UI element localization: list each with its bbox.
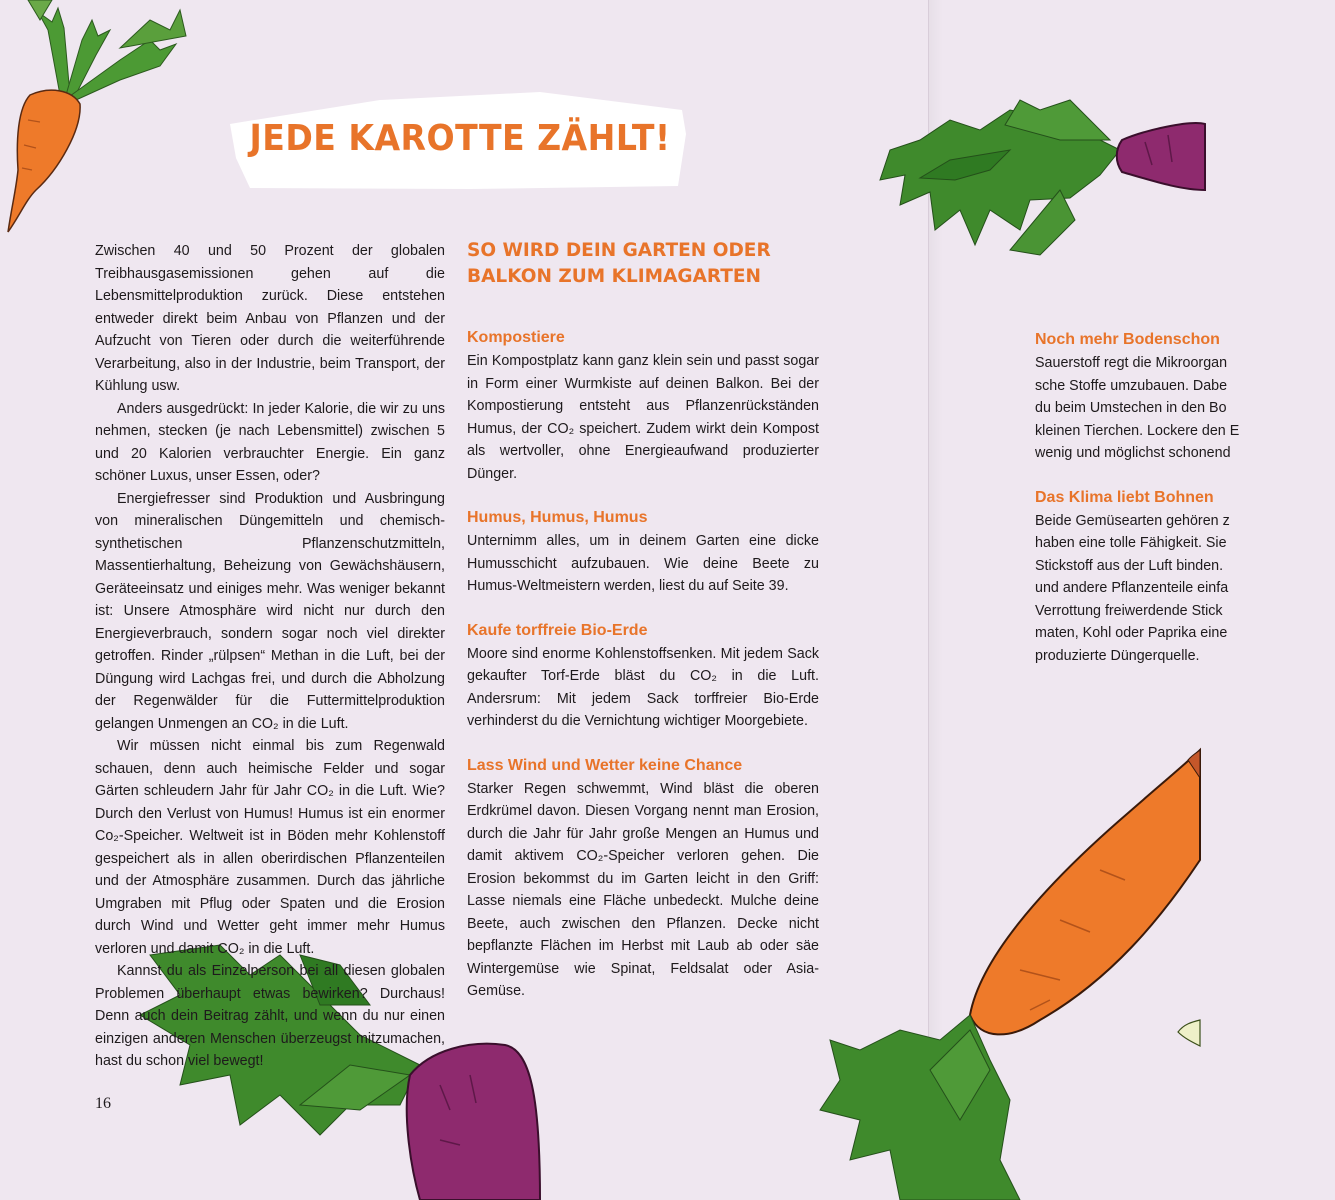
section-heading: SO WIRD DEIN GARTEN ODER BALKON ZUM KLIMAGARTEN [467, 240, 771, 287]
text-line: Sauerstoff regt die Mikroorgan [1035, 355, 1228, 371]
middle-column [467, 238, 819, 1024]
left-column [95, 240, 445, 1073]
carrot-body [8, 90, 80, 232]
text-line: Verrottung freiwerdende Stick [1035, 602, 1223, 619]
text-line: kleinen Tierchen. Lockere den E [1035, 422, 1240, 439]
paragraph: Energiefresser sind Produktion und Ausbringung von mineralischen Düngemitteln und chemisch-synthetischen Pflanzenschutzmitteln, Massentierhaltung, Beheizung von Gewächshäusern, Geräteeinsatz und einiges mehr. Was weniger bekannt ist: Unsere Atmosphäre wird nicht nur durch den Energieverbrauch, sondern sogar noch viel direkter getroffen. Rinder „rülpsen“ Methan in die Luft, bei der Düngung wird Lachgas frei, und durch die Abholzung der Regenwälder für die Futtermittelproduktion gelangen Unmengen an CO₂ in die Luft. [95, 490, 445, 732]
tip-title: Noch mehr Bodenschon [1035, 331, 1220, 348]
tip-text: Unternimm alles, um in deinem Garten eine dicke Humusschicht aufzubauen. Wie deine Beete zu Humus-Weltmeistern werden, liest du auf Seite 39. [467, 533, 819, 594]
tip-section-humus [467, 506, 819, 598]
tip-section-bohnen [1035, 486, 1335, 668]
leaf-right-edge-illustration [1178, 1020, 1200, 1050]
paragraph: Wir müssen nicht einmal bis zum Regenwald schauen, denn auch heimische Felder und sogar Gärten schleudern Jahr für Jahr CO₂ in die Luft. Wie? Durch den Verlust von Humus! Humus ist ein enormer Co₂-Speicher. Weltweit ist in Böden mehr Kohlenstoff gespeichert als in allen oberirdischen Pflanzenteilen und der Atmosphäre zusammen. Durch das jährliche Umgraben mit Pflug oder Spaten und die Erosion durch Wind und Wetter geht immer mehr Humus verloren und damit CO₂ in die Luft. [95, 738, 445, 957]
tip-text: Ein Kompostplatz kann ganz klein sein und passt sogar in Form einer Wurmkiste auf deinen Balkon. Bei der Kompostierung entsteht aus Pflanzenrückständen Humus, der CO₂ speichert. Zudem wirkt dein Kompost als wertvoller, ohne Energieaufwand produzierter Dünger. [467, 353, 819, 482]
paragraph: Zwischen 40 und 50 Prozent der globalen Treibhausgasemissionen gehen auf die Lebensmittelproduktion zurück. Diese entstehen entweder direkt beim Anbau von Pflanzen und der Aufzucht von Tieren oder durch die weiterführende Verarbeitung, also in der Industrie, beim Transport, der Kühlung usw. [95, 243, 445, 394]
carrot-top-left-illustration [0, 0, 200, 240]
carrot-body [970, 750, 1200, 1034]
paragraph: Kannst du als Einzelperson bei all diesen globalen Problemen überhaupt etwas bewirken? Durchaus! Denn auch dein Beitrag zählt, und wenn du nur einen einzigen anderen Menschen überzeugst mitzumachen, hast du schon viel bewegt! [95, 963, 445, 1069]
orange-carrot-right-illustration [820, 740, 1200, 1200]
tip-section-bio-erde [467, 619, 819, 733]
tip-section-kompostiere [467, 326, 819, 485]
tip-title: Kaufe torffreie Bio-Erde [467, 621, 648, 639]
tip-title: Lass Wind und Wetter keine Chance [467, 756, 743, 774]
tip-title: Humus, Humus, Humus [467, 509, 648, 526]
purple-carrot-top-right-illustration [860, 80, 1200, 270]
text-line: Stickstoff aus der Luft binden. [1035, 557, 1224, 574]
tip-title: Das Klima liebt Bohnen [1035, 488, 1214, 506]
text-line: und andere Pflanzenteile einfa [1035, 580, 1229, 596]
page-title: JEDE KAROTTE ZÄHLT! [249, 118, 671, 159]
text-line: sche Stoffe umzubauen. Dabe [1035, 377, 1228, 394]
text-line: wenig und möglichst schonend [1035, 445, 1231, 461]
text-line: Beide Gemüsearten gehören z [1035, 512, 1230, 529]
text-line: produzierte Düngerquelle. [1035, 647, 1200, 664]
tip-text: Moore sind enorme Kohlenstoffsenken. Mit jedem Sack gekaufter Torf-Erde bläst du CO₂ in die Luft. Andersrum: Mit jedem Sack torffreier Bio-Erde verhinderst du die Vernichtung wichtiger Moorgebiete. [467, 645, 819, 729]
page-number: 16 [95, 1095, 111, 1112]
right-column [1035, 328, 1335, 688]
tip-text: Starker Regen schwemmt, Wind bläst die oberen Erdkrümel davon. Diesen Vorgang nennt man Erosion, durch die Jahr für Jahr große Mengen an Humus und damit aktivem CO₂-Speicher verloren gehen. Die Erosion bekommst du im Garten leicht in den Griff: Lasse niemals eine Fläche unbedeckt. Mulche deine Beete, auch zwischen den Pflanzen. Decke nicht bepflanzte Flächen im Herbst mit Laub ab oder säe Wintergemüse wie Spinat, Feldsalat oder Asia-Gemüse. [467, 780, 819, 999]
text-line: maten, Kohl oder Paprika eine [1035, 625, 1228, 641]
tip-title: Kompostiere [467, 329, 565, 346]
carrot-body [1117, 123, 1205, 190]
text-line: haben eine tolle Fähigkeit. Sie [1035, 535, 1227, 551]
text-line: du beim Umstechen in den Bo [1035, 400, 1227, 416]
paragraph: Anders ausgedrückt: In jeder Kalorie, die wir zu uns nehmen, stecken (je nach Lebensmittel) zwischen 5 und 20 Kalorien verbrauchter Energie. Ein ganz schöner Luxus, unser Essen, oder? [95, 400, 445, 484]
tip-section-erosion [467, 754, 819, 1003]
tip-section-bodenschonung [1035, 328, 1335, 465]
